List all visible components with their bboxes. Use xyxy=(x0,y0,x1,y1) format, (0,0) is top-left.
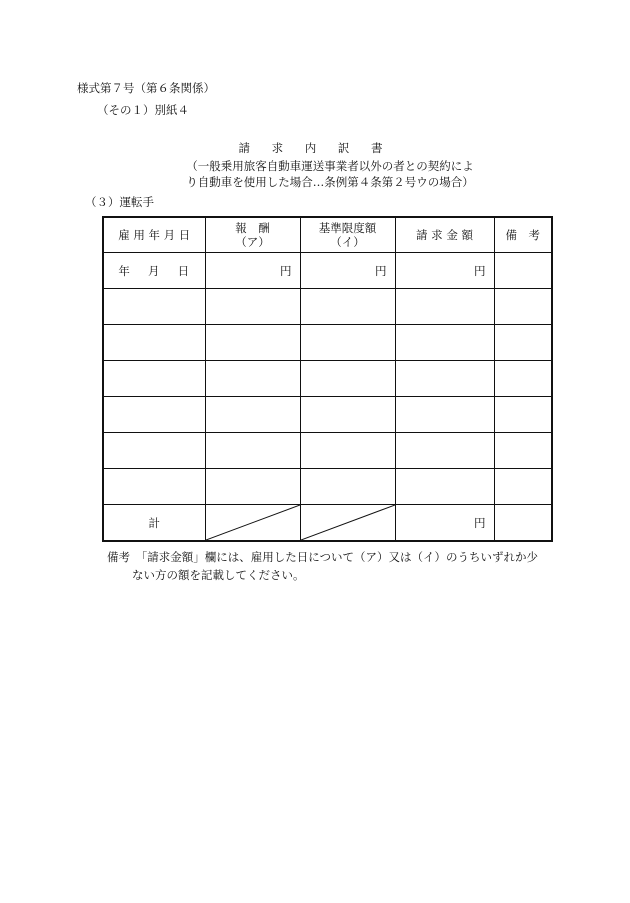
limit-cell[interactable]: 円 xyxy=(300,253,395,289)
date-cell[interactable] xyxy=(103,397,205,433)
remarks-cell[interactable] xyxy=(494,433,552,469)
header-fee-code: （ア） xyxy=(235,235,270,249)
amount-cell[interactable] xyxy=(395,325,494,361)
total-remarks-cell[interactable] xyxy=(494,505,552,542)
header-remarks: 備 考 xyxy=(494,217,552,253)
total-label: 計 xyxy=(103,505,205,542)
remarks-cell[interactable] xyxy=(494,469,552,505)
header-standard-limit xyxy=(300,217,395,253)
remarks-cell[interactable] xyxy=(494,325,552,361)
header-claim-amount: 請 求 金 額 xyxy=(395,217,494,253)
total-amount-cell[interactable]: 円 xyxy=(395,505,494,542)
fee-cell[interactable] xyxy=(205,289,300,325)
header-fee-label: 報 酬 xyxy=(235,221,270,235)
table-row xyxy=(103,361,552,397)
subtitle-line-2: り自動車を使用した場合…条例第４条第２号ウの場合） xyxy=(186,175,474,189)
date-cell[interactable] xyxy=(103,469,205,505)
date-cell[interactable]: 年 月 日 xyxy=(103,253,205,289)
header-fee xyxy=(205,217,300,253)
header-limit-code: （イ） xyxy=(330,235,365,249)
amount-cell[interactable] xyxy=(395,289,494,325)
table-row xyxy=(103,325,552,361)
fee-cell[interactable] xyxy=(205,325,300,361)
limit-cell[interactable] xyxy=(300,469,395,505)
amount-cell[interactable]: 円 xyxy=(395,253,494,289)
limit-cell[interactable] xyxy=(300,433,395,469)
breakdown-table xyxy=(102,216,553,542)
document-title: 請 求 内 訳 書 xyxy=(238,141,392,155)
header-limit-label: 基準限度額 xyxy=(318,221,377,235)
amount-cell[interactable] xyxy=(395,397,494,433)
table-row xyxy=(103,397,552,433)
diagonal-strike xyxy=(301,505,395,540)
remarks-note xyxy=(107,548,552,584)
date-cell[interactable] xyxy=(103,325,205,361)
fee-cell[interactable] xyxy=(205,469,300,505)
fee-cell[interactable]: 円 xyxy=(205,253,300,289)
fee-cell[interactable] xyxy=(205,433,300,469)
document-subtitle xyxy=(180,158,480,190)
date-cell[interactable] xyxy=(103,361,205,397)
table-row xyxy=(103,253,552,289)
total-row xyxy=(103,505,552,542)
fee-cell[interactable] xyxy=(205,397,300,433)
remarks-line-2: ない方の額を記載してください。 xyxy=(132,568,305,582)
section-label: （３）運転手 xyxy=(85,195,154,209)
amount-cell[interactable] xyxy=(395,433,494,469)
limit-cell[interactable] xyxy=(300,289,395,325)
fee-cell[interactable] xyxy=(205,361,300,397)
diagonal-strike xyxy=(206,505,300,540)
table-row xyxy=(103,289,552,325)
form-number: 様式第７号（第６条関係） xyxy=(77,81,215,95)
table-header-row xyxy=(103,217,552,253)
table-row xyxy=(103,433,552,469)
limit-cell[interactable] xyxy=(300,361,395,397)
header-employment-date: 雇 用 年 月 日 xyxy=(103,217,205,253)
amount-cell[interactable] xyxy=(395,361,494,397)
remarks-cell[interactable] xyxy=(494,397,552,433)
limit-total-crossed-cell xyxy=(300,505,395,542)
limit-cell[interactable] xyxy=(300,325,395,361)
subtitle-line-1: （一般乗用旅客自動車運送事業者以外の者との契約によ xyxy=(186,159,474,173)
amount-cell[interactable] xyxy=(395,469,494,505)
remarks-cell[interactable] xyxy=(494,253,552,289)
limit-cell[interactable] xyxy=(300,397,395,433)
attachment-number: （その１）別紙４ xyxy=(97,103,189,117)
fee-total-crossed-cell xyxy=(205,505,300,542)
date-cell[interactable] xyxy=(103,433,205,469)
date-cell[interactable] xyxy=(103,289,205,325)
table-row xyxy=(103,469,552,505)
remarks-cell[interactable] xyxy=(494,361,552,397)
remarks-cell[interactable] xyxy=(494,289,552,325)
remarks-line-1: 備考 「請求金額」欄には、雇用した日について（ア）又は（イ）のうちいずれか少 xyxy=(107,550,539,564)
